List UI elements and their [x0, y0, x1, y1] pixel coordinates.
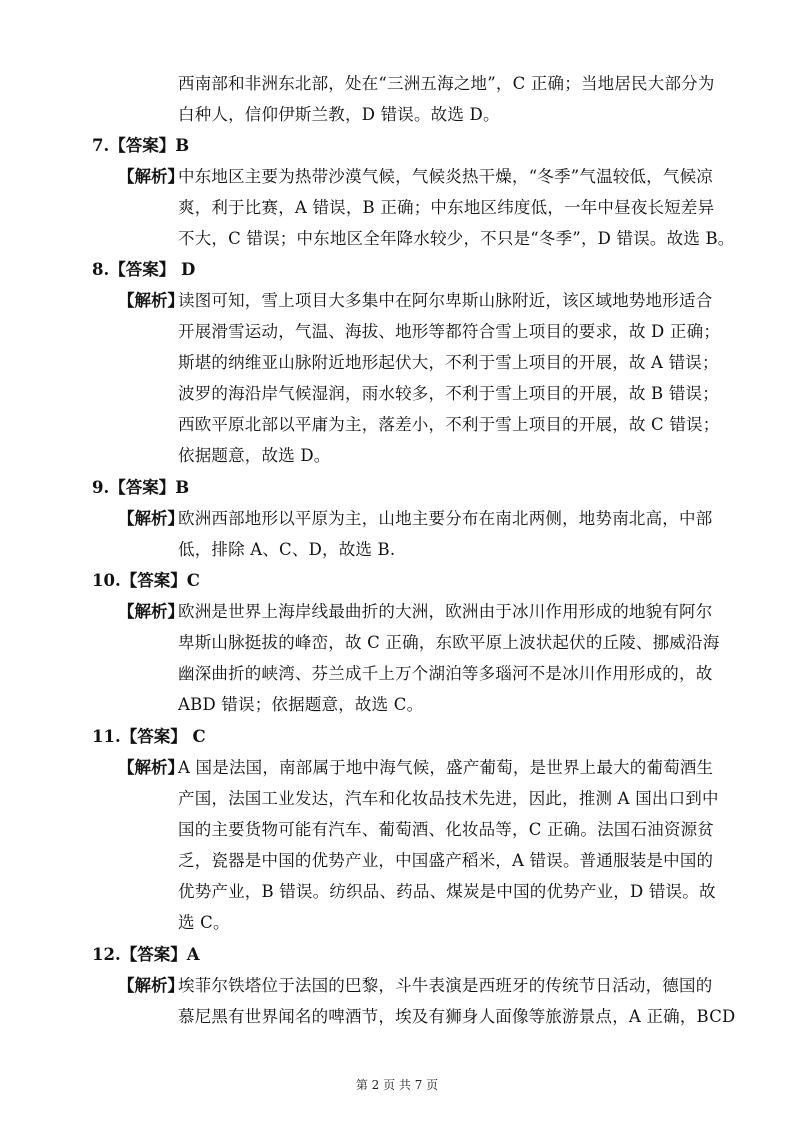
answer-heading-8: 8.【答案】 D	[92, 260, 196, 279]
analysis-12-line-2: 慕尼黑有世界闻名的啤酒节，埃及有狮身人面像等旅游景点，A 正确，BCD	[178, 1007, 736, 1026]
analysis-tag-9: 【解析】	[118, 509, 184, 528]
answer-heading-11: 11.【答案】 C	[92, 727, 206, 746]
analysis-9-line-1: 欧洲西部地形以平原为主，山地主要分布在南北两侧，地势南北高，中部	[178, 509, 713, 528]
page-footer: 第 2 页 共 7 页	[355, 1078, 439, 1092]
analysis-tag-11: 【解析】	[118, 758, 184, 777]
analysis-tag-12: 【解析】	[118, 976, 184, 995]
analysis-8-line-4: 波罗的海沿岸气候湿润，雨水较多，不利于雪上项目的开展，故 B 错误；	[178, 384, 719, 403]
intro-line-1: 西南部和非洲东北部，处在“三洲五海之地”，C 正确；当地居民大部分为	[178, 74, 715, 93]
answer-heading-9: 9.【答案】B	[92, 478, 190, 497]
analysis-11-line-6: 选 C。	[178, 913, 230, 932]
analysis-10-line-1: 欧洲是世界上海岸线最曲折的大洲，欧洲由于冰川作用形成的地貌有阿尔	[178, 602, 713, 621]
intro-line-2: 白种人，信仰伊斯兰教，D 错误。故选 D。	[178, 105, 500, 124]
analysis-10-line-3: 幽深曲折的峡湾、芬兰成千上万个湖泊等多瑙河不是冰川作用形成的，故	[178, 664, 713, 683]
answer-heading-10: 10.【答案】C	[92, 571, 200, 590]
analysis-8-line-3: 斯堪的纳维亚山脉附近地形起伏大，不利于雪上项目的开展，故 A 错误；	[178, 353, 719, 372]
analysis-11-line-2: 产国，法国工业发达，汽车和化妆品技术先进，因此，推测 A 国出口到中	[178, 789, 719, 808]
analysis-11-line-1: A 国是法国，南部属于地中海气候，盛产葡萄，是世界上最大的葡萄酒生	[178, 758, 714, 777]
analysis-7-line-1: 中东地区主要为热带沙漠气候，气候炎热干燥，“冬季”气温较低，气候凉	[178, 167, 713, 186]
analysis-8-line-6: 依据题意，故选 D。	[178, 446, 331, 465]
analysis-11-line-5: 优势产业，B 错误。纺织品、药品、煤炭是中国的优势产业，D 错误。故	[178, 882, 716, 901]
analysis-11-line-3: 国的主要货物可能有汽车、葡萄酒、化妆品等，C 正确。法国石油资源贫	[178, 820, 714, 839]
analysis-10-line-4: ABD 错误；依据题意，故选 C。	[178, 695, 424, 714]
answer-heading-12: 12.【答案】A	[92, 945, 200, 964]
analysis-tag-10: 【解析】	[118, 602, 184, 621]
analysis-tag-7: 【解析】	[118, 167, 184, 186]
analysis-7-line-3: 不大，C 错误；中东地区全年降水较少，不只是“冬季”，D 错误。故选 B。	[178, 229, 735, 248]
analysis-8-line-5: 西欧平原北部以平庸为主，落差小，不利于雪上项目的开展，故 C 错误；	[178, 415, 720, 434]
analysis-12-line-1: 埃菲尔铁塔位于法国的巴黎，斗牛表演是西班牙的传统节日活动，德国的	[178, 976, 713, 995]
analysis-8-line-2: 开展滑雪运动，气温、海拔、地形等都符合雪上项目的要求，故 D 正确；	[178, 322, 721, 341]
answer-heading-7: 7.【答案】B	[92, 136, 190, 155]
analysis-11-line-4: 乏，瓷器是中国的优势产业，中国盛产稻米，A 错误。普通服装是中国的	[178, 851, 714, 870]
analysis-7-line-2: 爽，利于比赛，A 错误，B 正确；中东地区纬度低，一年中昼夜长短差异	[178, 198, 715, 217]
analysis-tag-8: 【解析】	[118, 291, 184, 310]
analysis-9-line-2: 低，排除 A、C、D，故选 B.	[178, 540, 396, 559]
analysis-8-line-1: 读图可知，雪上项目大多集中在阿尔卑斯山脉附近，该区域地势地形适合	[178, 291, 713, 310]
analysis-10-line-2: 卑斯山脉挺拔的峰峦，故 C 正确，东欧平原上波状起伏的丘陵、挪威沿海	[178, 633, 720, 652]
